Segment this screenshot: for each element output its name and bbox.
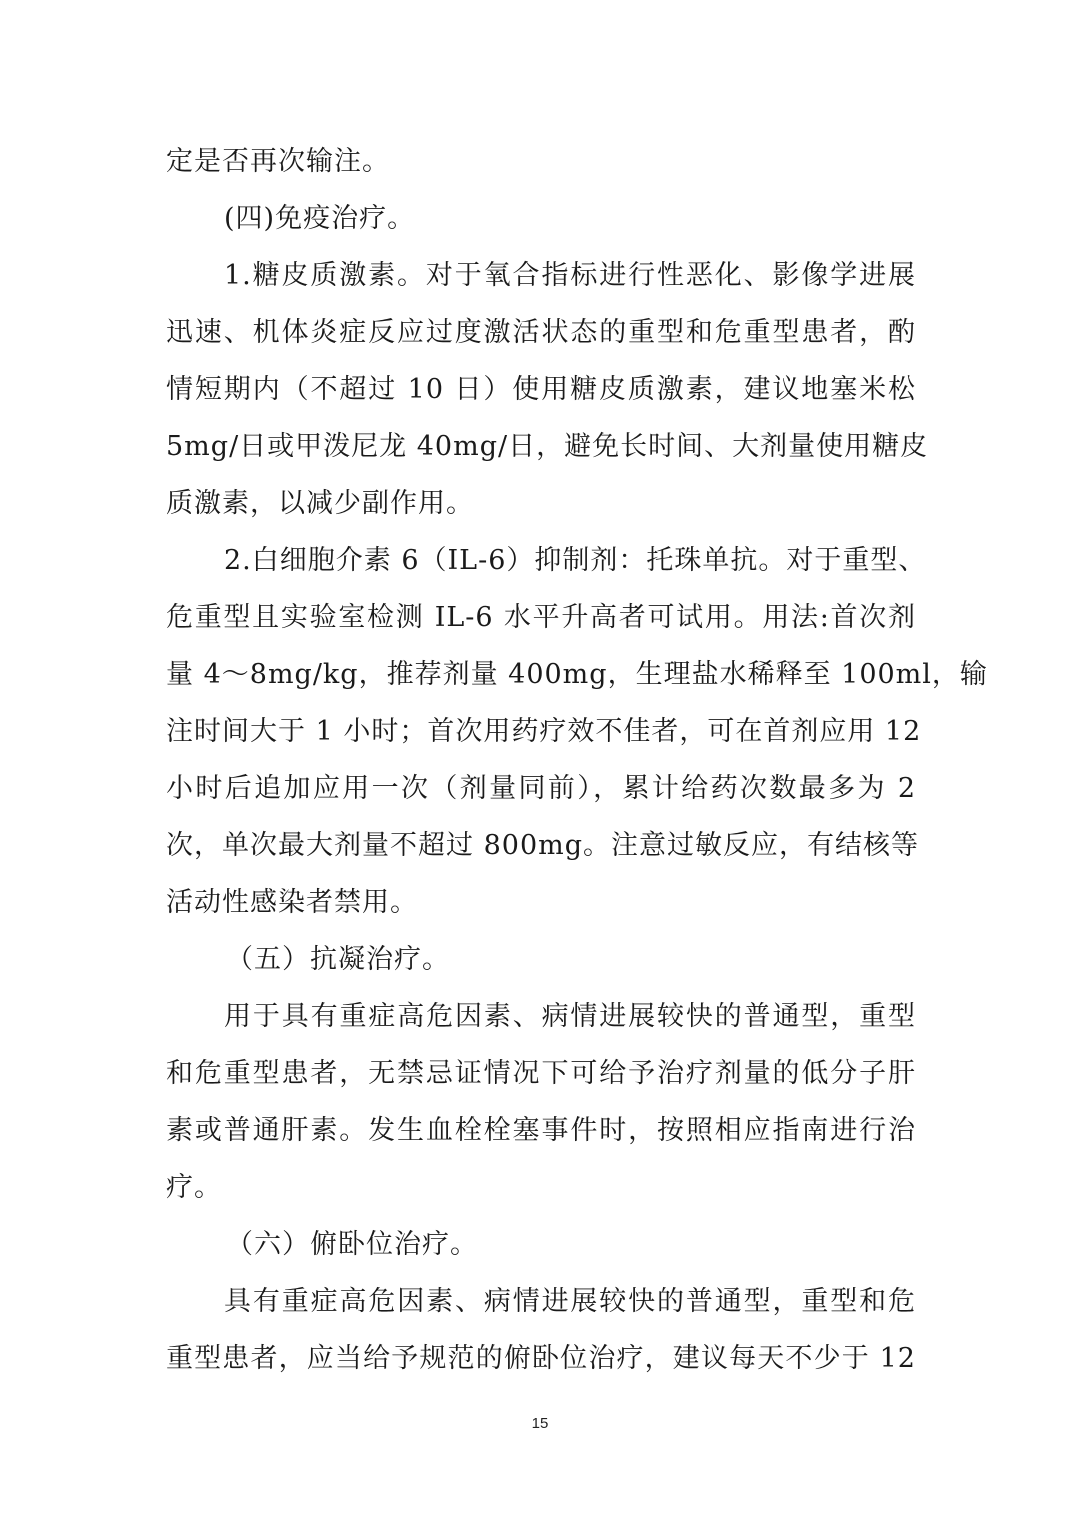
text-line: 质激素，以减少副作用。: [166, 488, 474, 519]
text-line: 注时间大于 1 小时；首次用药疗效不佳者，可在首剂应用 12: [166, 716, 922, 747]
text-line: 次，单次最大剂量不超过 800mg。注意过敏反应，有结核等: [166, 830, 920, 861]
section-heading: (四)免疫治疗。: [224, 203, 416, 234]
text-line: 具有重症高危因素、病情进展较快的普通型，重型和危: [224, 1286, 916, 1317]
text-line: 疗。: [166, 1172, 222, 1203]
text-line: 危重型且实验室检测 IL-6 水平升高者可试用。用法:首次剂: [166, 602, 916, 633]
text-line: 5mg/日或甲泼尼龙 40mg/日，避免长时间、大剂量使用糖皮: [166, 431, 929, 462]
text-line: 1.糖皮质激素。对于氧合指标进行性恶化、影像学进展: [224, 260, 916, 291]
text-line: 活动性感染者禁用。: [166, 887, 418, 918]
text-line: 量 4～8mg/kg，推荐剂量 400mg，生理盐水稀释至 100ml，输: [166, 659, 988, 690]
page-number: 15: [531, 1415, 549, 1432]
text-line: 迅速、机体炎症反应过度激活状态的重型和危重型患者，酌: [166, 317, 916, 348]
text-line: 素或普通肝素。发生血栓栓塞事件时，按照相应指南进行治: [166, 1115, 916, 1146]
text-line: 和危重型患者，无禁忌证情况下可给予治疗剂量的低分子肝: [166, 1058, 916, 1089]
text-line: 情短期内（不超过 10 日）使用糖皮质激素，建议地塞米松: [166, 374, 916, 405]
text-line: 2.白细胞介素 6（IL-6）抑制剂：托珠单抗。对于重型、: [224, 545, 927, 576]
section-heading: （六）俯卧位治疗。: [226, 1229, 478, 1260]
section-heading: （五）抗凝治疗。: [226, 944, 450, 975]
text-line: 定是否再次输注。: [166, 146, 390, 177]
text-line: 小时后追加应用一次（剂量同前），累计给药次数最多为 2: [166, 773, 916, 804]
text-line: 用于具有重症高危因素、病情进展较快的普通型，重型: [224, 1001, 916, 1032]
text-line: 重型患者，应当给予规范的俯卧位治疗，建议每天不少于 12: [166, 1343, 916, 1374]
